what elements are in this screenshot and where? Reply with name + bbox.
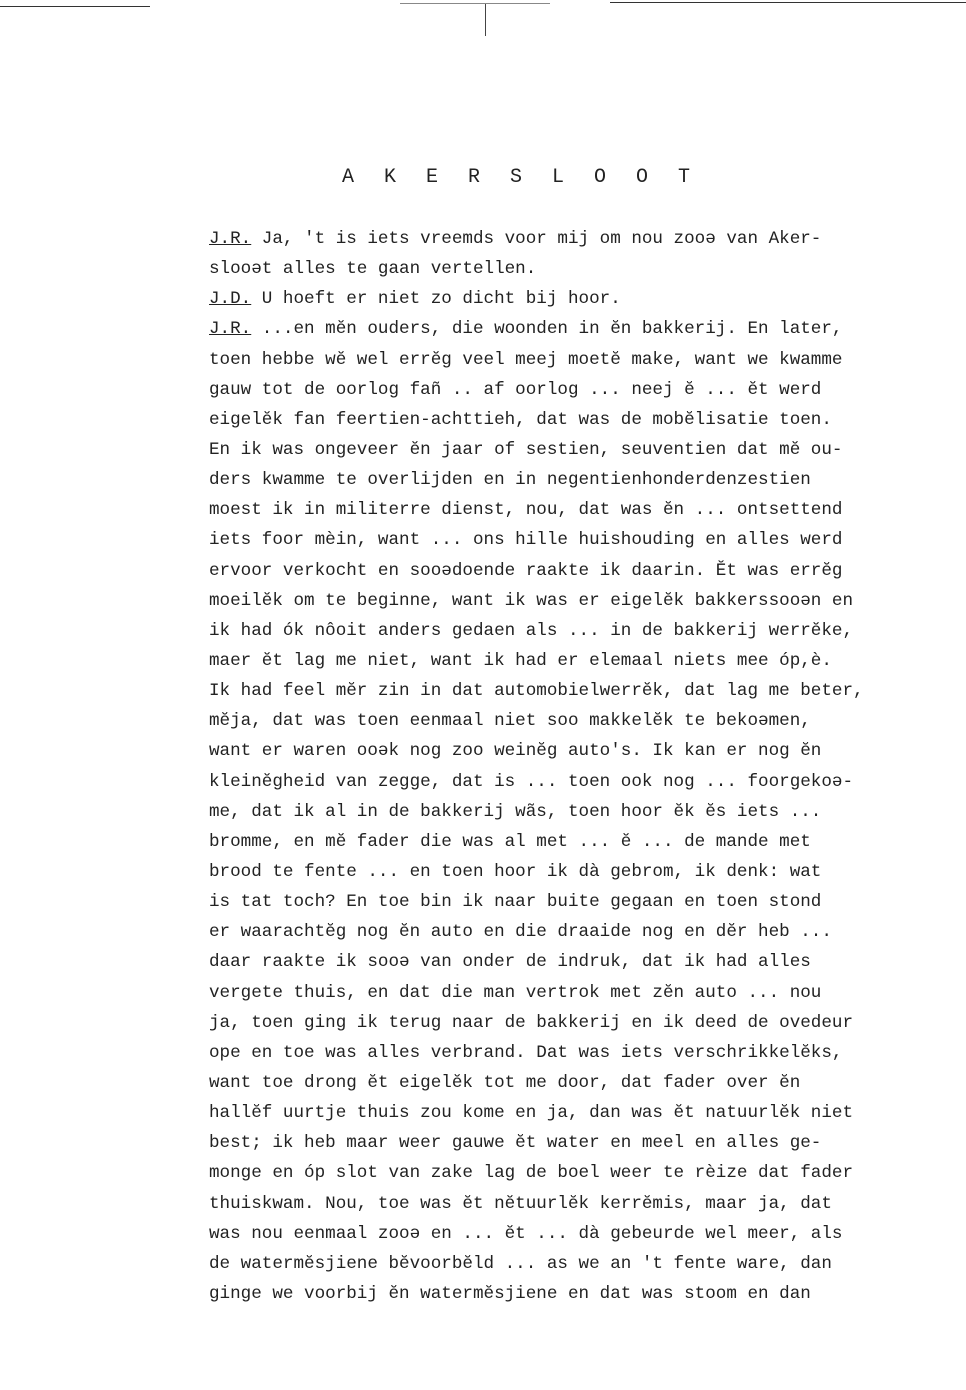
line-text: ope en toe was alles verbrand. Dat was iets verschrikkelĕks,: [209, 1042, 843, 1063]
transcript-line: [209, 827, 961, 857]
line-text: ervoor verkocht en sooədoende raakte ik daarin. Ĕt was errĕg: [209, 560, 843, 581]
line-text: eigelĕk fan feertien-achttieh, dat was de mobĕlisatie toen.: [209, 409, 832, 430]
line-text: ginge we voorbij ĕn watermĕsjiene en dat was stoom en dan: [209, 1283, 811, 1304]
transcript-line: [209, 1158, 961, 1188]
transcript-line: [209, 435, 961, 465]
line-text: is tat toch? En toe bin ik naar buite gegaan en toen stond: [209, 892, 822, 913]
line-text: ik had ók nôoit anders gedaen als ... in de bakkerij werrĕke,: [209, 620, 854, 641]
line-text: daar raakte ik sooə van onder de indruk, dat ik had alles: [209, 952, 811, 973]
transcript-line: [209, 1068, 961, 1098]
transcript-line: [209, 314, 961, 344]
transcript-line: [209, 375, 961, 405]
line-text: best; ik heb maar weer gauwe ĕt water en meel en alles ge-: [209, 1133, 822, 1154]
line-text: vergete thuis, en dat die man vertrok met zĕn auto ... nou: [209, 982, 822, 1003]
transcript-line: [209, 284, 961, 314]
line-text: brood te fente ... en toen hoor ik dà gebrom, ik denk: wat: [209, 861, 822, 882]
transcript-line: [209, 495, 961, 525]
transcript-line: [209, 887, 961, 917]
page-title: A K E R S L O O T: [342, 166, 700, 189]
line-text: me, dat ik al in de bakkerij wãs, toen hoor ĕk ĕs iets ...: [209, 801, 822, 822]
line-text: En ik was ongeveer ĕn jaar of sestien, seuventien dat mĕ ou-: [209, 439, 843, 460]
line-text: iets foor mèin, want ... ons hille huishouding en alles werd: [209, 530, 843, 551]
line-text: U hoeft er niet zo dicht bij hoor.: [251, 289, 621, 310]
speaker-label: J.R.: [209, 229, 252, 249]
top-middle-rule: [400, 3, 550, 4]
line-text: Ik had feel mĕr zin in dat automobielwerrĕk, dat lag me beter,: [209, 681, 864, 702]
transcript-line: [209, 676, 961, 706]
top-right-rule: [610, 2, 966, 3]
transcript-line: [209, 797, 961, 827]
transcript-line: [209, 224, 961, 254]
transcript-line: [209, 465, 961, 495]
transcript-body: [209, 224, 961, 1309]
transcript-line: [209, 1219, 961, 1249]
transcript-line: [209, 1098, 961, 1128]
transcript-line: [209, 616, 961, 646]
speaker-label: J.D.: [209, 289, 252, 310]
transcript-line: [209, 706, 961, 736]
line-text: want er waren ooək nog zoo weinĕg auto's. Ik kan er nog ĕn: [209, 741, 822, 762]
line-text: Ja, 't is iets vreemds voor mij om nou zooə van Aker-: [251, 229, 822, 249]
transcript-line: [209, 1279, 961, 1309]
line-text: hallĕf uurtje thuis zou kome en ja, dan was ĕt natuurlĕk niet: [209, 1103, 854, 1124]
transcript-line: [209, 736, 961, 766]
transcript-line: [209, 405, 961, 435]
line-text: monge en óp slot van zake lag de boel weer te rèize dat fader: [209, 1163, 854, 1184]
line-text: gauw tot de oorlog fañ .. af oorlog ... neej ĕ ... ĕt werd: [209, 379, 822, 400]
transcript-line: [209, 525, 961, 555]
transcript-line: [209, 1189, 961, 1219]
line-text: bromme, en mĕ fader die was al met ... ĕ ... de mande met: [209, 831, 811, 852]
transcript-line: [209, 1249, 961, 1279]
line-text: mĕja, dat was toen eenmaal niet soo makkelĕk te bekoəmen,: [209, 711, 811, 732]
transcript-line: [209, 857, 961, 887]
line-text: kleinĕgheid van zegge, dat is ... toen ook nog ... foorgekoə-: [209, 771, 854, 792]
transcript-line: [209, 947, 961, 977]
transcript-line: [209, 556, 961, 586]
top-left-rule: [0, 6, 150, 7]
line-text: want toe drong ĕt eigelĕk tot me door, dat fader over ĕn: [209, 1072, 801, 1093]
transcript-line: [209, 767, 961, 797]
line-text: ja, toen ging ik terug naar de bakkerij en ik deed de ovedeur: [209, 1012, 854, 1033]
transcript-line: [209, 1038, 961, 1068]
line-text: slooət alles te gaan vertellen.: [209, 259, 537, 280]
line-text: toen hebbe wĕ wel errĕg veel meej moetĕ make, want we kwamme: [209, 349, 843, 370]
transcript-line: [209, 646, 961, 676]
transcript-line: [209, 1128, 961, 1158]
line-text: ders kwamme te overlijden en in negentienhonderdenzestien: [209, 470, 811, 491]
line-text: de watermĕsjiene bĕvoorbĕld ... as we an 't fente ware, dan: [209, 1253, 832, 1274]
line-text: moeilĕk om te beginne, want ik was er eigelĕk bakkerssooən en: [209, 590, 854, 611]
speaker-label: J.R.: [209, 319, 252, 340]
transcript-line: [209, 917, 961, 947]
line-text: moest ik in militerre dienst, nou, dat was ĕn ... ontsettend: [209, 500, 843, 521]
line-text: maer ĕt lag me niet, want ik had er elemaal niets mee óp,è.: [209, 650, 832, 671]
line-text: was nou eenmaal zooə en ... ĕt ... dà gebeurde wel meer, als: [209, 1223, 843, 1244]
transcript-line: [209, 978, 961, 1008]
transcript-line: [209, 345, 961, 375]
top-vertical-mark: [485, 4, 486, 36]
transcript-line: [209, 1008, 961, 1038]
line-text: er waarachtĕg nog ĕn auto en die draaide nog en dĕr heb ...: [209, 922, 832, 943]
line-text: thuiskwam. Nou, toe was ĕt nĕtuurlĕk kerrĕmis, maar ja, dat: [209, 1193, 832, 1214]
transcript-line: [209, 586, 961, 616]
transcript-line: [209, 254, 961, 284]
line-text: ...en mĕn ouders, die woonden in ĕn bakkerij. En later,: [251, 319, 843, 340]
